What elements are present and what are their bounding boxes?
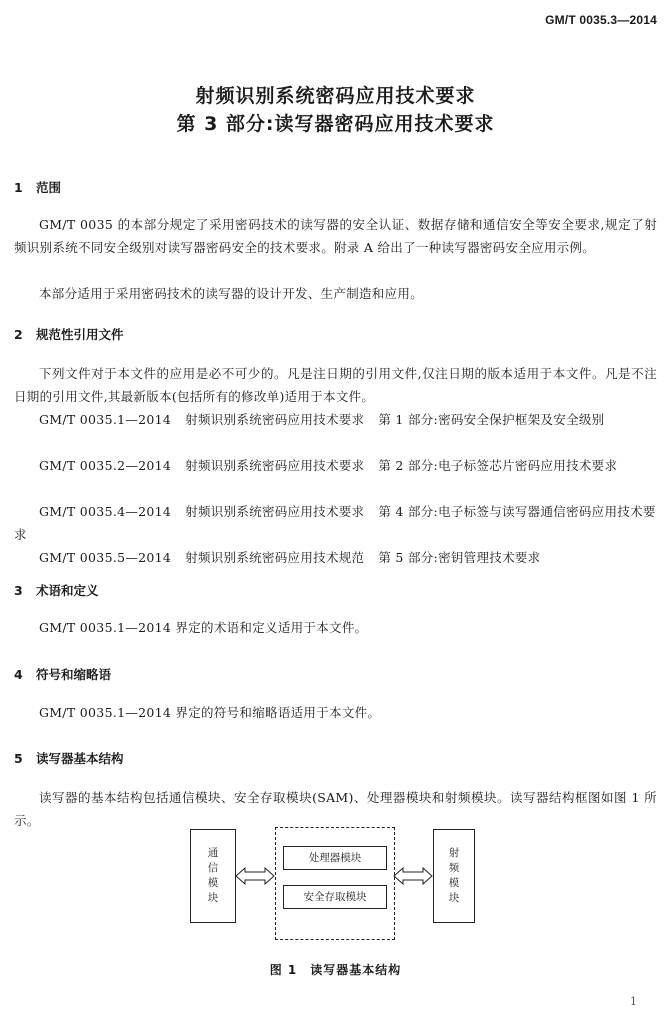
reference-title: 射频识别系统密码应用技术要求 <box>185 458 365 473</box>
document-title <box>0 82 671 138</box>
communication-module-box <box>190 829 236 923</box>
section-title: 范围 <box>36 180 62 195</box>
rf-module-box <box>433 829 475 923</box>
section-3-paragraph-1: GM/T 0035.1—2014 界定的术语和定义适用于本文件。 <box>39 620 368 635</box>
section-2-paragraph-1: 下列文件对于本文件的应用是必不可少的。凡是注日期的引用文件,仅注日期的版本适用于本文件。凡是不注日期的引用文件,其最新版本(包括所有的修改单)适用于本文件。 <box>14 366 657 404</box>
section-1-paragraph-2: 本部分适用于采用密码技术的读写器的设计开发、生产制造和应用。 <box>39 286 424 301</box>
reference-part: 第 1 部分:密码安全保护框架及安全级别 <box>378 412 605 427</box>
reference-item <box>14 500 657 546</box>
section-1-heading <box>14 178 61 196</box>
reference-part: 第 2 部分:电子标签芯片密码应用技术要求 <box>378 458 618 473</box>
processor-module-label: 处理器模块 <box>308 851 362 864</box>
figure-caption: 图 1 读写器基本结构 <box>269 963 402 977</box>
section-title: 读写器基本结构 <box>36 751 124 766</box>
reference-title: 射频识别系统密码应用技术要求 <box>185 412 365 427</box>
reference-item <box>14 454 657 477</box>
sam-module-box <box>283 885 387 909</box>
section-2-heading <box>14 325 124 343</box>
double-arrow-icon <box>393 867 433 885</box>
section-title: 术语和定义 <box>36 583 99 598</box>
section-title: 符号和缩略语 <box>36 667 112 682</box>
section-4-paragraph-1: GM/T 0035.1—2014 界定的符号和缩略语适用于本文件。 <box>39 705 381 720</box>
sam-module-label: 安全存取模块 <box>303 890 367 903</box>
communication-module-label: 通信模块 <box>207 847 219 904</box>
reference-title: 射频识别系统密码应用技术要求 <box>185 504 365 519</box>
section-5-heading <box>14 749 124 767</box>
reference-part: 第 4 部分:电子标签与读写器通信密码应用技术要求 <box>14 504 656 542</box>
reference-code: GM/T 0035.5—2014 <box>39 550 172 565</box>
reference-code: GM/T 0035.2—2014 <box>39 458 172 473</box>
processor-module-box <box>283 846 387 870</box>
section-1-paragraph-1: GM/T 0035 的本部分规定了采用密码技术的读写器的安全认证、数据存储和通信安全等安全要求,规定了射频识别系统不同安全级别对读写器密码安全的技术要求。附录 A 给出了一种读写器密码安全应用示例。 <box>14 217 657 255</box>
reference-item <box>14 546 657 569</box>
reference-code: GM/T 0035.4—2014 <box>39 504 172 519</box>
section-4-heading <box>14 665 111 683</box>
page-number: 1 <box>630 995 637 1008</box>
standard-code: GM/T 0035.3—2014 <box>545 13 657 27</box>
title-line-2: 第 3 部分:读写器密码应用技术要求 <box>176 113 495 135</box>
section-number: 2 <box>14 327 23 342</box>
rf-module-label: 射频模块 <box>448 847 460 904</box>
reader-structure-diagram <box>190 827 475 939</box>
section-number: 5 <box>14 751 23 766</box>
section-5-paragraph-1: 读写器的基本结构包括通信模块、安全存取模块(SAM)、处理器模块和射频模块。读写器结构框图如图 1 所示。 <box>14 790 657 828</box>
double-arrow-icon <box>235 867 275 885</box>
reference-item <box>14 408 657 431</box>
reference-part: 第 5 部分:密钥管理技术要求 <box>378 550 541 565</box>
section-title: 规范性引用文件 <box>36 327 124 342</box>
reader-core-dashed-frame <box>275 827 395 940</box>
section-number: 4 <box>14 667 23 682</box>
section-3-heading <box>14 581 99 599</box>
reference-title: 射频识别系统密码应用技术规范 <box>185 550 365 565</box>
reference-code: GM/T 0035.1—2014 <box>39 412 172 427</box>
section-number: 1 <box>14 180 23 195</box>
title-line-1: 射频识别系统密码应用技术要求 <box>195 85 476 107</box>
section-number: 3 <box>14 583 23 598</box>
